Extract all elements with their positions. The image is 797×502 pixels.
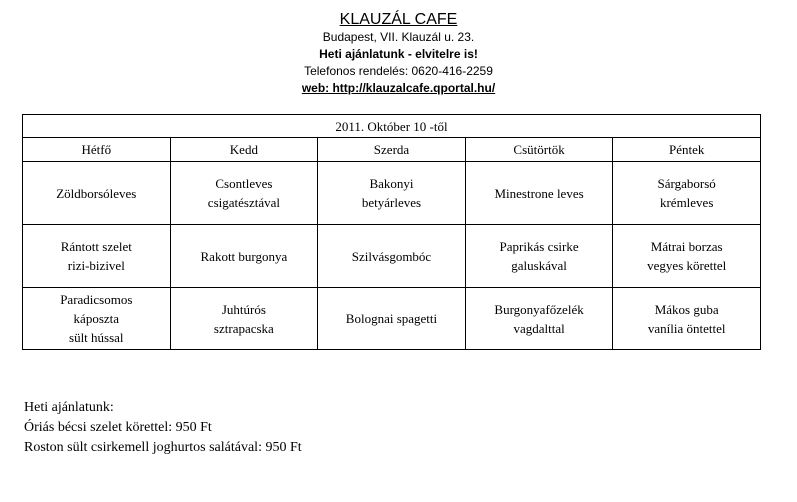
- cafe-web-link[interactable]: web: http://klauzalcafe.qportal.hu/: [301, 81, 496, 95]
- cafe-address: Budapest, VII. Klauzál u. 23.: [322, 30, 475, 44]
- weekly-offers-heading: Heti ajánlatunk:: [24, 400, 114, 415]
- weekly-offer-item: Óriás bécsi szelet körettel: 950 Ft: [24, 420, 212, 435]
- dish-cell: Rántott szelet rizi-bizivel: [23, 225, 171, 288]
- dish-cell: Burgonyafőzelék vagdalttal: [465, 288, 613, 350]
- table-row: [23, 225, 761, 288]
- day-header: Szerda: [318, 138, 466, 162]
- menu-date: 2011. Október 10 -től: [23, 115, 761, 138]
- weekly-offer-item: Roston sült csirkemell joghurtos salátával: 950 Ft: [24, 440, 302, 455]
- dish-cell: Sárgaborsó krémleves: [613, 162, 761, 225]
- day-header: Hétfő: [23, 138, 171, 162]
- cafe-header: [0, 10, 797, 97]
- dish-cell: Szilvásgombóc: [318, 225, 466, 288]
- dish-cell: Rakott burgonya: [170, 225, 318, 288]
- weekly-offers: [24, 398, 302, 458]
- day-header: Péntek: [613, 138, 761, 162]
- dish-cell: Mátrai borzas vegyes körettel: [613, 225, 761, 288]
- dish-cell: Bolognai spagetti: [318, 288, 466, 350]
- table-row: [23, 288, 761, 350]
- day-header: Csütörtök: [465, 138, 613, 162]
- dish-cell: Mákos guba vanília öntettel: [613, 288, 761, 350]
- dish-cell: Paprikás csirke galuskával: [465, 225, 613, 288]
- day-header: Kedd: [170, 138, 318, 162]
- cafe-phone: Telefonos rendelés: 0620-416-2259: [304, 64, 493, 78]
- dish-cell: Csontleves csigatésztával: [170, 162, 318, 225]
- cafe-name: KLAUZÁL CAFE: [339, 11, 458, 28]
- table-row: [23, 162, 761, 225]
- dish-cell: Bakonyi betyárleves: [318, 162, 466, 225]
- dish-cell: Paradicsomos káposzta sült hússal: [23, 288, 171, 350]
- dish-cell: Zöldborsóleves: [23, 162, 171, 225]
- weekly-menu-table: [22, 114, 761, 350]
- dish-cell: Minestrone leves: [465, 162, 613, 225]
- dish-cell: Juhtúrós sztrapacska: [170, 288, 318, 350]
- cafe-tagline: Heti ajánlatunk - elvitelre is!: [319, 47, 478, 61]
